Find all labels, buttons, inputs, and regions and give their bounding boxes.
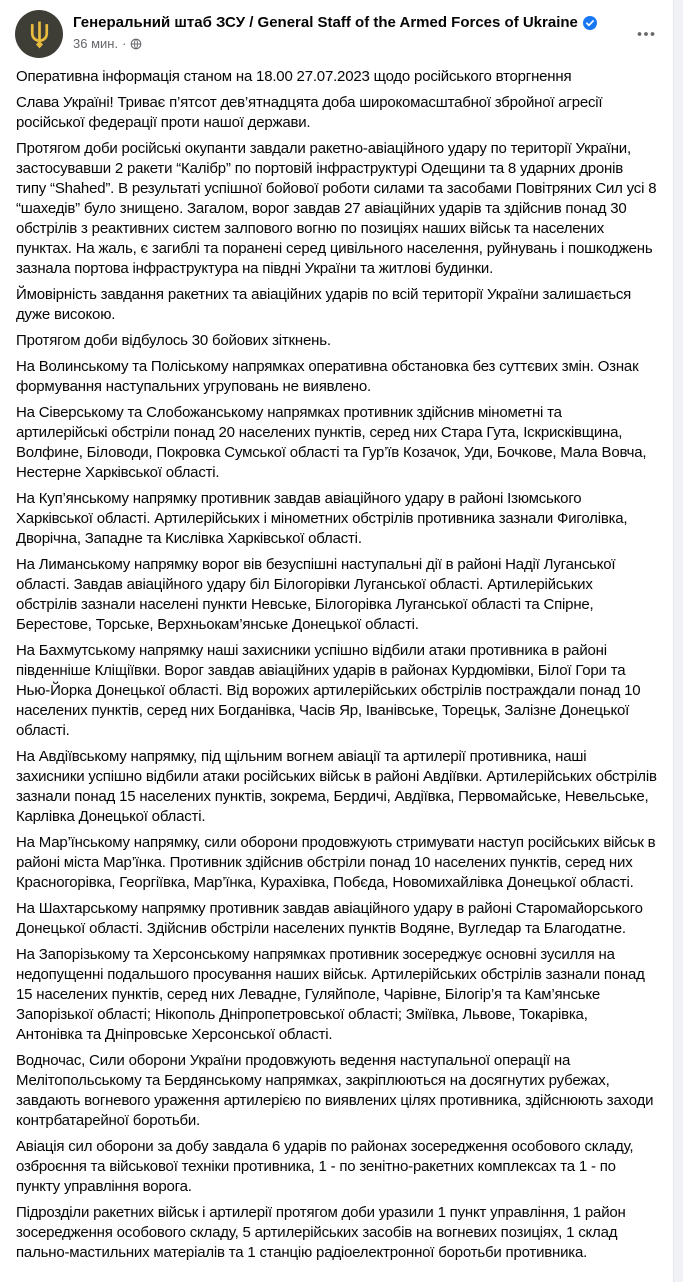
post-paragraph: На Бахмутському напрямку наші захисники успішно відбили атаки противника в районі південніше Кліщіївки. Ворог завдав авіаційних ударів в районах Курдюмівки, Білої Гори та Нью-Йорка Донецької області. Від ворожих артилерійських обстрілів постраждали понад 10 населених пунктів, серед них Богданівка, Часів Яр, Іванівське, Торецьк, Залізне Донецької області. <box>16 642 641 739</box>
post-header-info <box>73 10 630 52</box>
more-options-button[interactable] <box>630 18 662 50</box>
verified-badge-icon <box>583 16 597 30</box>
post-paragraph: На Куп’янському напрямку противник завдав авіаційного удару в районі Ізюмського Харківської області. Артилерійських і мінометних обстрілів противника зазнали Фиголівка, Дворічна, Западне та Кислівка Харківської області. <box>16 490 628 547</box>
post-paragraph: Ймовірність завдання ракетних та авіаційних ударів по всій території України залишається дуже високою. <box>16 286 632 323</box>
post-timestamp[interactable]: 36 мин. <box>73 36 119 51</box>
page-background-strip <box>673 0 683 1282</box>
post-paragraph: Підрозділи ракетних військ і артилерії протягом доби уразили 1 пункт управління, 1 район зосередження особового складу, 5 артилерійських засобів на вогневих позиціях, 1 склад пально-мастильних матеріалів та 1 станцію радіоелектронної боротьби противника. <box>16 1204 626 1261</box>
page-name-link[interactable]: Генеральний штаб ЗСУ / General Staff of the Armed Forces of Ukraine <box>73 14 578 31</box>
post-paragraph: Авіація сил оборони за добу завдала 6 ударів по районах зосередження особового складу, озброєння та військової техніки противника, 1 - по зенітно-ракетних комплексах та 1 - по пункту управління ворога. <box>16 1138 634 1195</box>
post-paragraph: Слава Україні! Триває п’ятсот дев’ятнадцята доба широкомасштабної збройної агресії російської федерації проти нашої держави. <box>16 94 603 131</box>
post-meta-row <box>73 36 630 52</box>
post-paragraph: На Сіверському та Слобожанському напрямках противник здійснив мінометні та артилерійські обстріли понад 20 населених пунктів, серед них Стара Гута, Іскрисківщина, Волфине, Біловоди, Покровка Сумської області та Гур’їв Козачок, Уди, Бочкове, Мала Вовча, Нестерне Харківської області. <box>16 404 647 481</box>
post-paragraph: На Запорізькому та Херсонському напрямках противник зосереджує основні зусилля на недопущенні подальшого просування наших військ. Артилерійських обстрілів зазнали понад 15 населених пунктів, серед них Левадне, Гуляйполе, Чарівне, Білогір’я та Кам’янське Запорізької області; Нікополь Дніпропетровської області; Зміївка, Львове, Токарівка, Антонівка та Дніпровське Херсонської області. <box>16 946 645 1043</box>
post-body <box>0 62 674 1263</box>
post-paragraph: На Волинському та Поліському напрямках оперативна обстановка без суттєвих змін. Ознак формування наступальних угруповань не виявлено. <box>16 358 639 395</box>
post-header <box>0 0 674 62</box>
post-paragraph: На Шахтарському напрямку противник завдав авіаційного удару в районі Старомайорського Донецької області. Здійснив обстріли населених пунктів Водяне, Вугледар та Благодатне. <box>16 900 643 937</box>
post-paragraph: На Лиманському напрямку ворог вів безуспішні наступальні дії в районі Надії Луганської області. Завдав авіаційного удару біл Білогорівки Луганської області. Артилерійських обстрілів зазнали населені пункти Невське, Білогорівка Луганської області та Спірне, Берестове, Торське, Верхньокам’янське Донецької області. <box>16 556 616 633</box>
post-paragraph: Протягом доби російські окупанти завдали ракетно-авіаційного удару по території України, застосувавши 2 ракети “Калібр” по портовій інфраструктурі Одещини та 8 ударних дронів типу “Shahed”. В результаті успішної бойової роботи силами та засобами Повітряних Сил усі 8 “шахедів” було знищено. Загалом, ворог завдав 27 авіаційних ударів та здійснив понад 30 обстрілів з реактивних систем залпового вогню по позиціях наших військ та населених пунктах. На жаль, є загиблі та поранені серед цивільного населення, руйнувань і пошкоджень зазнала портова інфраструктура на півдні України та житлові будинки. <box>16 140 657 277</box>
globe-privacy-icon <box>130 38 142 50</box>
meta-separator: · <box>122 36 127 51</box>
ellipsis-icon <box>636 24 656 44</box>
post-paragraph: Протягом доби відбулось 30 бойових зіткнень. <box>16 332 331 349</box>
post-paragraph: Оперативна інформація станом на 18.00 27.07.2023 щодо російського вторгнення <box>16 68 572 85</box>
post-paragraph: На Мар’їнському напрямку, сили оборони продовжують стримувати наступ російських військ в районі міста Мар’їнка. Противник здійснив обстріли понад 10 населених пунктів, серед них Красногорівка, Георгіївка, Мар’їнка, Курахівка, Побєда, Новомихайлівка Донецької області. <box>16 834 656 891</box>
post-paragraph: Водночас, Сили оборони України продовжують ведення наступальної операції на Мелітопольському та Бердянському напрямках, закріплюються на досягнутих рубежах, завдають вогневого ураження артилерією по виявлених цілях противника, здійснюють заходи контрбатарейної боротьби. <box>16 1052 654 1129</box>
page-avatar[interactable] <box>15 10 63 58</box>
post-paragraph: На Авдіївському напрямку, під щільним вогнем авіації та артилерії противника, наші захисники успішно відбили атаки російських військ в районі Авдіївки. Артилерійських обстрілів зазнали понад 15 населених пунктів, зокрема, Бердичі, Авдіївка, Первомайське, Невельське, Карлівка Донецької області. <box>16 748 657 825</box>
page-name-row <box>73 13 630 32</box>
trident-logo-icon <box>26 20 53 49</box>
